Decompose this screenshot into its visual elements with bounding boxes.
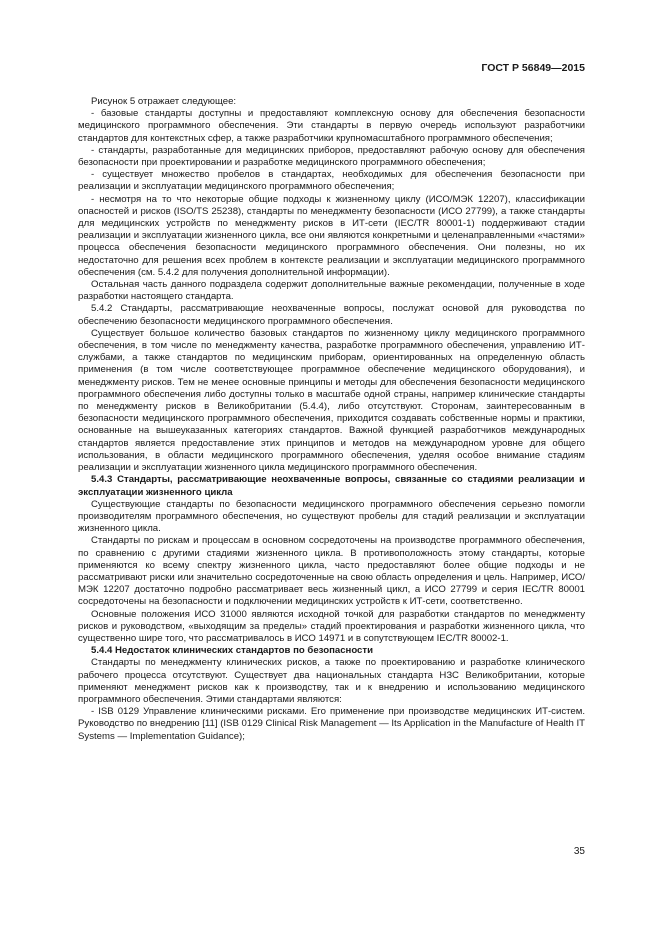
paragraph: Существующие стандарты по безопасности медицинского программного обеспечения серьезно помогли производителям программного обеспечения, но существуют пробелы для стадий реализации и эксплуатации жизненного цикла. bbox=[78, 498, 585, 535]
paragraph: Основные положения ИСО 31000 являются исходной точкой для разработки стандартов по менеджменту рисков и руководством, «выходящим за пределы» стадий проектирования и разработки жизненного цикла, что существенно шире того, что рассматривалось в ИСО 14971 и в сопутствующем IEC/TR 80002-1. bbox=[78, 608, 585, 644]
paragraph: - существует множество пробелов в стандартах, необходимых для обеспечения безопасности при реализации и эксплуатации медицинского программного обеспечения; bbox=[78, 169, 585, 193]
paragraph: Стандарты по рискам и процессам в основном сосредоточены на производстве программного обеспечения, по сравнению с другими стадиями жизненного цикла. В противоположность этому стандарты, которые применяются ко всему спектру жизненного цикла, часто предоставляют более общие подходы и не рассматривают риски или значительно сосредоточенные на свою область определения и цель. Например, ИСО/МЭК 12207 достаточно подробно рассматривает весь жизненный цикл, а ИСО 27799 и серия IEC/TR 80001 сосредоточены на безопасности и подключении медицинских устройств к ИТ-сети, соответственно. bbox=[78, 535, 585, 608]
paragraph: - несмотря на то что некоторые общие подходы к жизненному циклу (ИСО/МЭК 12207), классификации опасностей и рисков (ISO/TS 25238), стандарты по менеджменту безопасности (ИСО 27799), а также стандарты для медицинских устройств по менеджменту рисков в ИТ-сети (IEC/TR 80001-1) поддерживают стадии реализации и эксплуатации жизненного цикла, все они являются конкретными и целенаправленными «частями» процесса обеспечения безопасности медицинского программного обеспечения. Они полезны, но их недостаточно для решения всех проблем в контексте реализации и эксплуатации медицинского программного обеспечения (см. 5.4.2 для получения дополнительной информации). bbox=[78, 193, 585, 278]
paragraph: - базовые стандарты доступны и предоставляют комплексную основу для обеспечения безопасности медицинского программного обеспечения. Эти стандарты в первую очередь используют разработчики стандартов для контекстных сфер, а также разработчики крупномасштабного программного обеспечения; bbox=[78, 108, 585, 144]
section-heading: 5.4.4 Недостаток клинических стандартов по безопасности bbox=[91, 645, 373, 657]
paragraph: Стандарты по менеджменту клинических рисков, а также по проектированию и разработке клинического рабочего процесса отсутствуют. Существует два национальных стандарта НЗС Великобритании, которые применяют менеджмент рисков как к производству, так и к внедрению и использованию медицинского программного обеспечения. Этими стандартами являются: bbox=[78, 657, 585, 705]
paragraph: - ISB 0129 Управление клиническими рисками. Его применение при производстве медицинских ИТ-систем. Руководство по внедрению [11] (ISB 0129 Clinical Risk Management — Its Application in the Manufacture of Health IT Systems — Implementation Guidance); bbox=[78, 706, 585, 742]
document-body bbox=[78, 96, 585, 743]
standard-id: ГОСТ Р 56849—2015 bbox=[481, 62, 585, 74]
section-heading: 5.4.3 Стандарты, рассматривающие неохваченные вопросы, связанные со стадиями реализации и эксплуатации жизненного цикла bbox=[78, 474, 585, 498]
paragraph: 5.4.2 Стандарты, рассматривающие неохваченные вопросы, послужат основой для руководства по обеспечению безопасности медицинского программного обеспечения. bbox=[78, 303, 585, 327]
paragraph: Остальная часть данного подраздела содержит дополнительные важные рекомендации, полученные в ходе разработки настоящего стандарта. bbox=[78, 279, 585, 303]
paragraph: Существует большое количество базовых стандартов по жизненному циклу медицинского программного обеспечения, в том числе по менеджменту качества, разработке программного обеспечения, управлению ИТ-службами, а также стандартов по медицинским приборам, ориентированных на определенную область применения (в том числе соответствующее программное обеспечение медицинского оборудования), и менеджменту рисков. Тем не менее основные принципы и методы для обеспечения безопасности медицинского программного обеспечения либо доступны только в масштабе одной страны, например клинические стандарты по менеджменту рисков в Великобритании (5.4.4), либо отсутствуют. Сторонам, заинтересованным в безопасности медицинского программного обеспечения, приходится создавать собственные нормы и практики, основанные на вышеуказанных категориях стандартов. Важной функцией разработчиков международных стандартов является предоставление этих принципов и методов на международном уровне для общего использования, в области медицинского программного обеспечения, уделяя особое внимание стадиям реализации и эксплуатации жизненного цикла медицинского программного обеспечения. bbox=[78, 327, 585, 474]
paragraph: Рисунок 5 отражает следующее: bbox=[91, 96, 237, 107]
page-number: 35 bbox=[573, 846, 585, 857]
paragraph: - стандарты, разработанные для медицинских приборов, предоставляют рабочую основу для обеспечения безопасности при проектировании и разработке медицинского программного обеспечения; bbox=[78, 144, 585, 169]
